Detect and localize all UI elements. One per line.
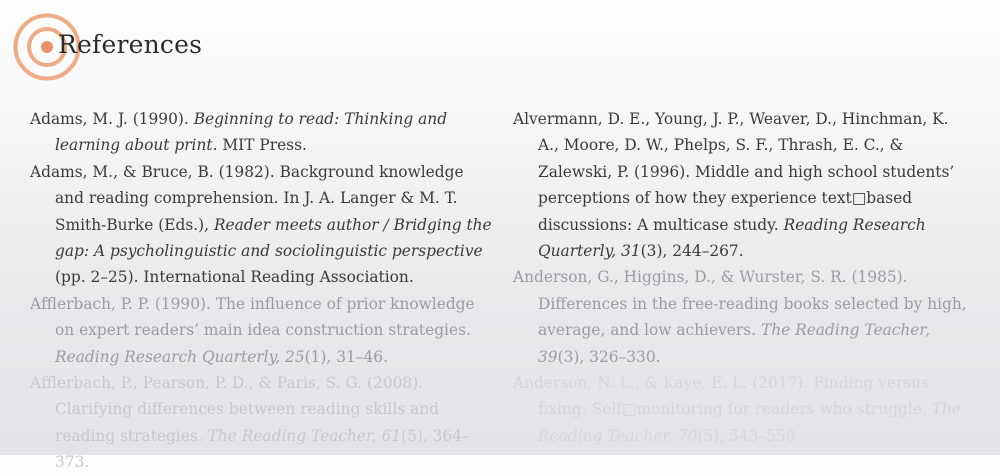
reference-entry: Afflerbach, P., Pearson, P. D., & Paris, S. G. (2008). Clarifying differences between reading skills and reading strategies. The Reading Teacher, 61(5), 364–373. [30, 374, 470, 472]
reference-entry: Adams, M. J. (1990). Beginning to read: Thinking and learning about print. MIT Press. [30, 110, 448, 155]
references-column-right [513, 106, 970, 449]
reference-entry: Anderson, G., Higgins, D., & Wurster, S. R. (1985). Differences in the free-reading books selected by high, average, and low achievers. The Reading Teacher, 39(3), 326–330. [513, 268, 967, 366]
page-title: References [58, 30, 203, 59]
reference-entry: Adams, M., & Bruce, B. (1982). Background knowledge and reading comprehension. In J. A. Langer & M. T. Smith-Burke (Eds.), Reader meets author / Bridging the gap: A psycholinguistic and sociolinguistic perspective (pp. 2–25). International Reading Association. [30, 162, 492, 287]
references-column-left [30, 106, 492, 476]
reference-entry: Anderson, N. L., & Kaye, E. L. (2017). Finding versus fixing: Self□monitoring for readers who struggle. The Reading Teacher, 70(5), 543–550. [513, 374, 961, 445]
reference-entry: Afflerbach, P. P. (1990). The influence of prior knowledge on expert readers’ main idea construction strategies. Reading Research Quarterly, 25(1), 31–46. [30, 294, 475, 366]
reference-entry: Alvermann, D. E., Young, J. P., Weaver, D., Hinchman, K. A., Moore, D. W., Phelps, S. F., Thrash, E. C., & Zalewski, P. (1996). Middle and high school students’ perceptions of how they experience text□based discussions: A multicase study. Reading Research Quarterly, 31(3), 244–267. [513, 110, 955, 261]
